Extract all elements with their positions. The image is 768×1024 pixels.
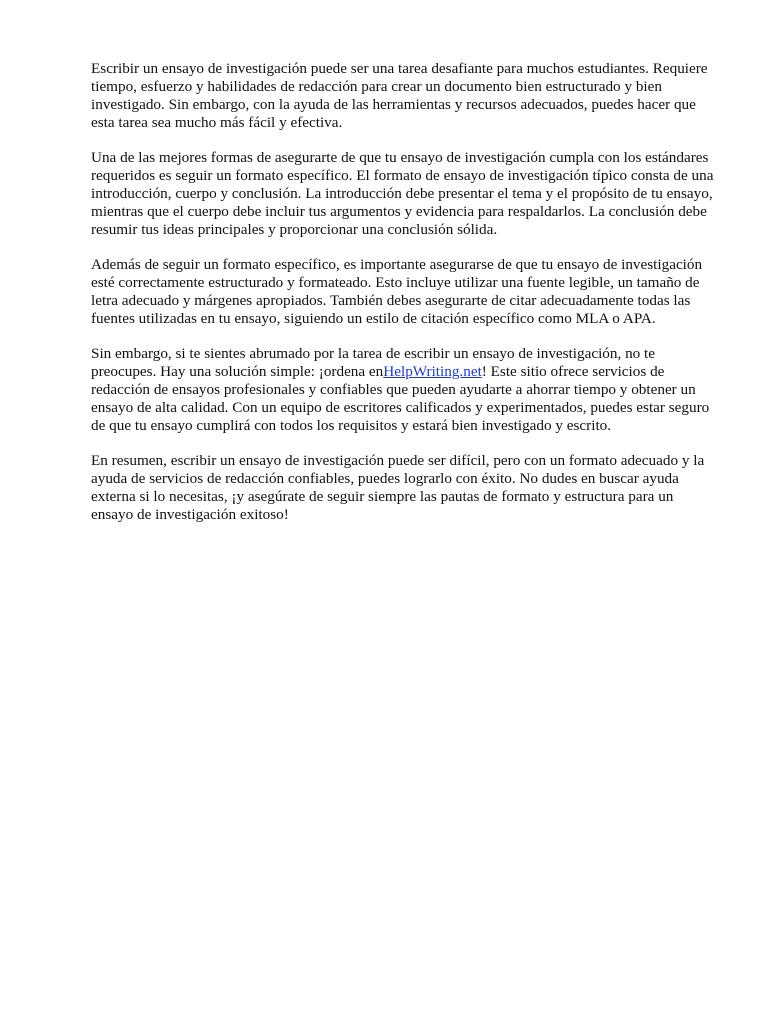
- paragraph-solution-text-after: ! Este sitio ofrece servicios de redacción de ensayos profesionales y confiables que pueden ayudarte a ahorrar tiempo y obtener un ensayo de alta calidad. Con un equipo de escritores calificados y experimentados, puedes estar seguro de que tu ensayo cumplirá con todos los requisitos y estará bien investigado y escrito.: [91, 363, 710, 434]
- paragraph-summary: En resumen, escribir un ensayo de investigación puede ser difícil, pero con un formato adecuado y la ayuda de servicios de redacción confiables, puedes lograrlo con éxito. No dudes en buscar ayuda externa si lo necesitas, ¡y asegúrate de seguir siempre las pautas de formato y estructura para un ensayo de investigación exitoso!: [91, 452, 705, 523]
- paragraph-solution: [91, 345, 719, 435]
- paragraph-intro: Escribir un ensayo de investigación puede ser una tarea desafiante para muchos estudiantes. Requiere tiempo, esfuerzo y habilidades de redacción para crear un documento bien estructurado y bien investigado. Sin embargo, con la ayuda de las herramientas y recursos adecuados, puedes hacer que esta tarea sea mucho más fácil y efectiva.: [91, 60, 708, 131]
- paragraph-format: Una de las mejores formas de asegurarte de que tu ensayo de investigación cumpla con los estándares requeridos es seguir un formato específico. El formato de ensayo de investigación típico consta de una introducción, cuerpo y conclusión. La introducción debe presentar el tema y el propósito de tu ensayo, mientras que el cuerpo debe incluir tus argumentos y evidencia para respaldarlos. La conclusión debe resumir tus ideas principales y proporcionar una conclusión sólida.: [91, 149, 714, 238]
- helpwriting-link[interactable]: HelpWriting.net: [383, 363, 482, 380]
- paragraph-structure: Además de seguir un formato específico, es importante asegurarse de que tu ensayo de investigación esté correctamente estructurado y formateado. Esto incluye utilizar una fuente legible, un tamaño de letra adecuado y márgenes apropiados. También debes asegurarte de citar adecuadamente todas las fuentes utilizadas en tu ensayo, siguiendo un estilo de citación específico como MLA o APA.: [91, 256, 703, 327]
- paragraph-solution-text-before: Sin embargo, si te sientes abrumado por la tarea de escribir un ensayo de investigación, no te preocupes. Hay una solución simple: ¡ordena en: [91, 345, 656, 380]
- document-body: [91, 60, 719, 541]
